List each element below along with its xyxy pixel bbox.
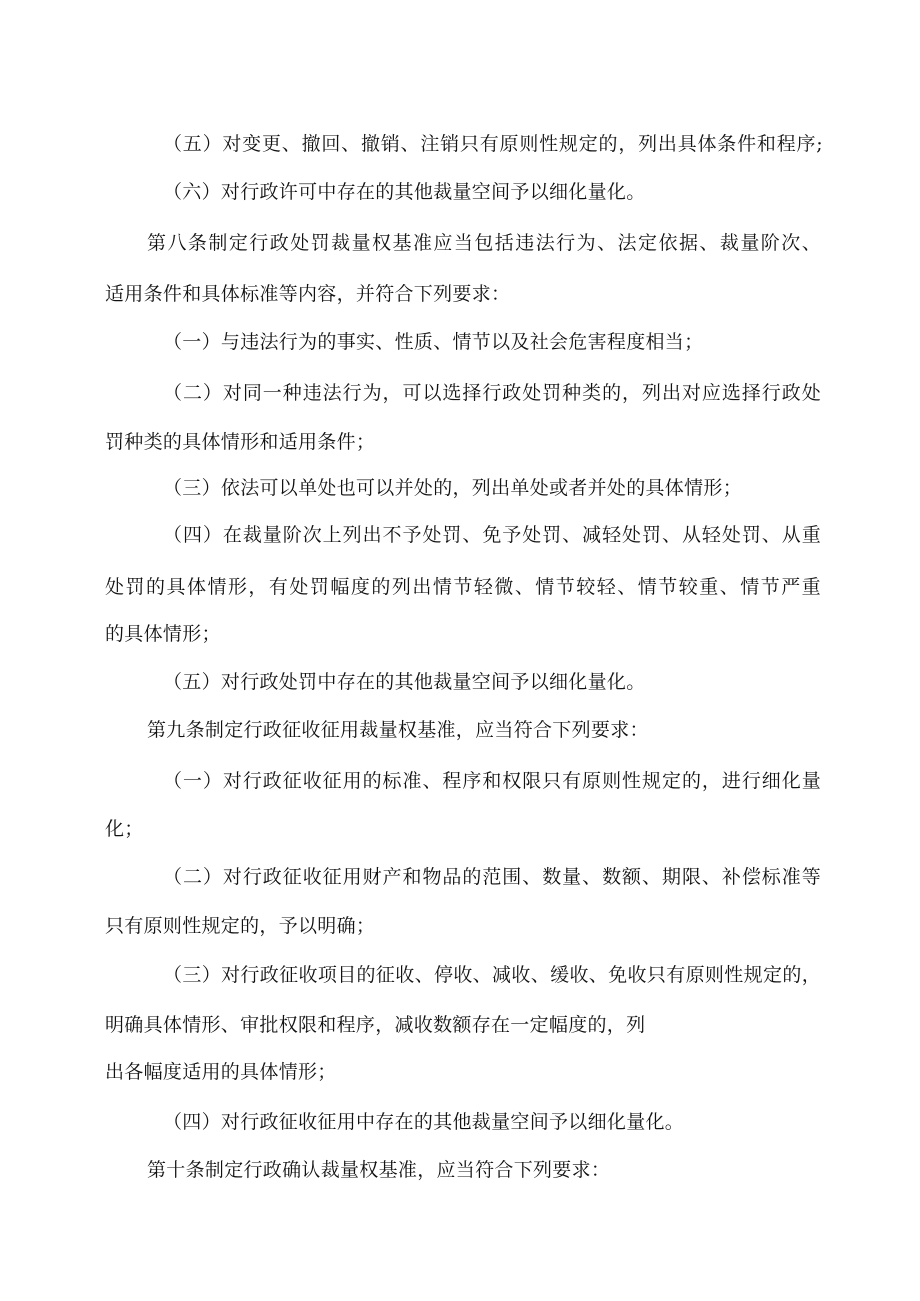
paragraph-line: 化；: [105, 818, 144, 840]
paragraph-line: 适用条件和具体标准等内容，并符合下列要求：: [105, 283, 511, 305]
paragraph-line: 出各幅度适用的具体情形；: [105, 1061, 337, 1083]
paragraph-line: 第十条制定行政确认裁量权基准，应当符合下列要求：: [147, 1159, 611, 1181]
paragraph-line: （一）对行政征收征用的标准、程序和权限只有原则性规定的，进行细化量: [163, 770, 821, 792]
paragraph-line: （二）对行政征收征用财产和物品的范围、数量、数额、期限、补偿标准等: [163, 866, 821, 888]
paragraph-line: 的具体情形；: [105, 623, 221, 645]
paragraph-line: 明确具体情形、审批权限和程序，减收数额存在一定幅度的，列: [105, 1014, 646, 1036]
paragraph-line: 第九条制定行政征收征用裁量权基准，应当符合下列要求：: [147, 719, 649, 741]
paragraph-line: 处罚的具体情形，有处罚幅度的列出情节轻微、情节较轻、情节较重、情节严重: [105, 576, 821, 598]
paragraph-line: （四）在裁量阶次上列出不予处罚、免予处罚、减轻处罚、从轻处罚、从重: [163, 524, 821, 546]
paragraph-line: （三）对行政征收项目的征收、停收、减收、缓收、免收只有原则性规定的，: [163, 964, 821, 986]
paragraph-line: （二）对同一种违法行为，可以选择行政处罚种类的，列出对应选择行政处: [163, 382, 821, 404]
paragraph-line: 第八条制定行政处罚裁量权基准应当包括违法行为、法定依据、裁量阶次、: [147, 232, 821, 254]
paragraph-line: 罚种类的具体情形和适用条件；: [105, 431, 376, 453]
paragraph-line: （三）依法可以单处也可以并处的，列出单处或者并处的具体情形；: [163, 477, 743, 499]
paragraph-line: （五）对行政处罚中存在的其他裁量空间予以细化量化。: [163, 671, 646, 693]
paragraph-line: （五）对变更、撤回、撤销、注销只有原则性规定的，列出具体条件和程序;: [163, 133, 823, 155]
paragraph-line: （一）与违法行为的事实、性质、情节以及社会危害程度相当；: [163, 331, 704, 353]
paragraph-line: （四）对行政征收征用中存在的其他裁量空间予以细化量化。: [163, 1111, 685, 1133]
paragraph-line: 只有原则性规定的，予以明确；: [105, 915, 376, 937]
paragraph-line: （六）对行政许可中存在的其他裁量空间予以细化量化。: [163, 181, 646, 203]
